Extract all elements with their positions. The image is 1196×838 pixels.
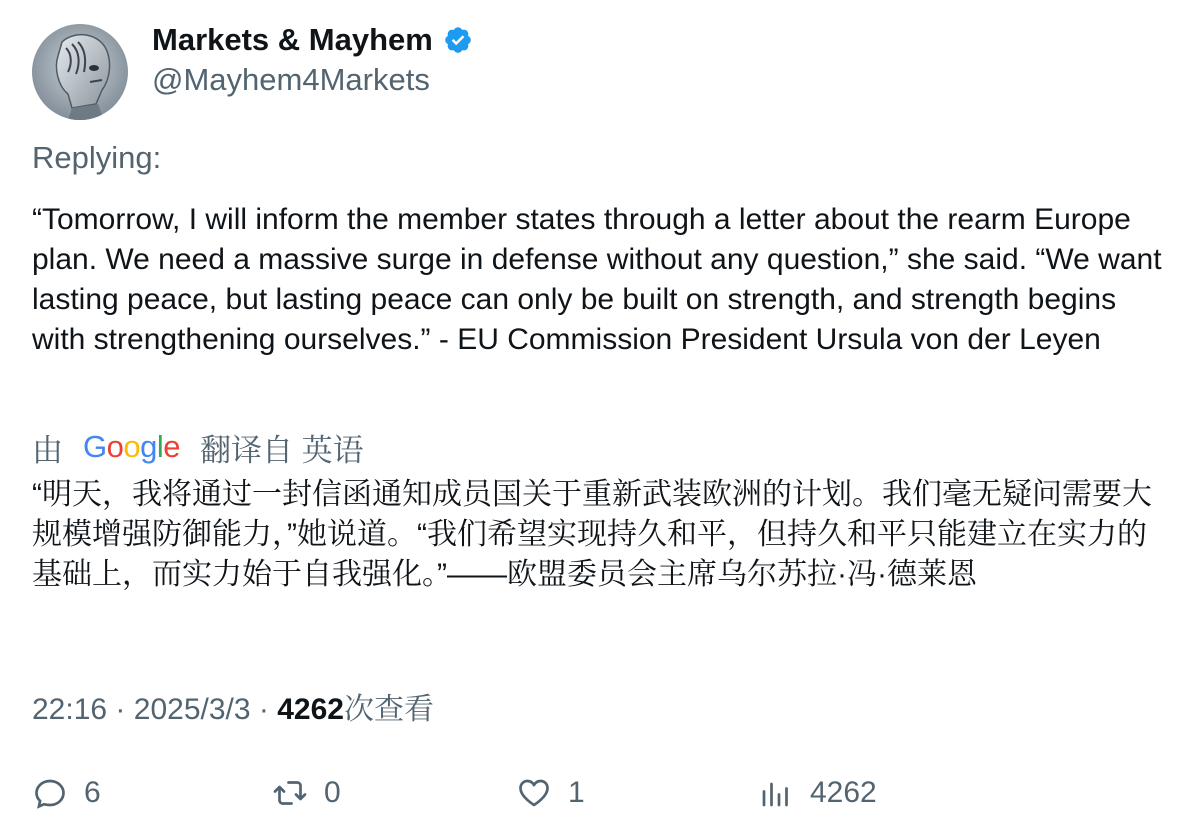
views-action-count: 4262	[810, 776, 877, 809]
retweet-count: 0	[324, 776, 341, 809]
analytics-icon	[758, 775, 794, 811]
views-button[interactable]	[758, 770, 877, 816]
retweet-icon	[272, 775, 308, 811]
tweet-time[interactable]: 22:16	[32, 693, 108, 726]
author-handle[interactable]: @Mayhem4Markets	[152, 62, 430, 97]
like-button[interactable]	[516, 770, 585, 816]
reply-icon	[32, 775, 68, 811]
google-logo-letter: g	[140, 429, 157, 464]
reply-button[interactable]	[32, 770, 101, 816]
google-logo-letter: G	[83, 429, 107, 464]
author-display-name[interactable]: Markets & Mayhem	[152, 22, 433, 57]
like-count: 1	[568, 776, 585, 809]
google-logo-letter: e	[163, 429, 181, 464]
tweet-meta	[32, 684, 434, 728]
translation-attribution	[32, 426, 364, 468]
google-logo-letter: l	[156, 429, 164, 464]
translated-tweet-text: “明天，我将通过一封信函通知成员国关于重新武装欧洲的计划。我们毫无疑问需要大规模增强防御能力，”她说道。“我们希望实现持久和平，但持久和平只能建立在实力的基础上，而实力始于自我强化。”——欧盟委员会主席乌尔苏拉·冯·德莱恩	[32, 478, 1152, 591]
heart-icon	[516, 775, 552, 811]
replying-label: Replying:	[32, 140, 162, 175]
robot-avatar-icon	[32, 24, 128, 120]
reply-count: 6	[84, 776, 101, 809]
google-logo	[83, 429, 180, 465]
meta-separator: ·	[258, 693, 269, 726]
translation-from-label[interactable]: 翻译自 英语	[200, 432, 364, 468]
avatar[interactable]	[32, 24, 128, 120]
action-bar	[0, 770, 1196, 816]
retweet-button[interactable]	[272, 770, 341, 816]
tweet-date[interactable]: 2025/3/3	[133, 693, 251, 726]
author-display-name-row[interactable]	[152, 22, 473, 58]
google-logo-letter: o	[123, 429, 141, 464]
meta-separator: ·	[115, 693, 126, 726]
translation-by-label: 由	[32, 432, 63, 468]
tweet-text: “Tomorrow, I will inform the member states through a letter about the rearm Europe plan. We need a massive surge in defense without any question,” she said. “We want lasting peace, but lasting peace can only be built on strength, and strength begins with strengthening ourselves.” - EU Commission President Ursula von der Leyen	[32, 203, 1162, 356]
google-logo-letter: o	[106, 429, 124, 464]
verified-badge-icon	[443, 25, 473, 55]
views-label: 次查看	[343, 693, 434, 726]
views-count: 4262	[277, 693, 344, 726]
